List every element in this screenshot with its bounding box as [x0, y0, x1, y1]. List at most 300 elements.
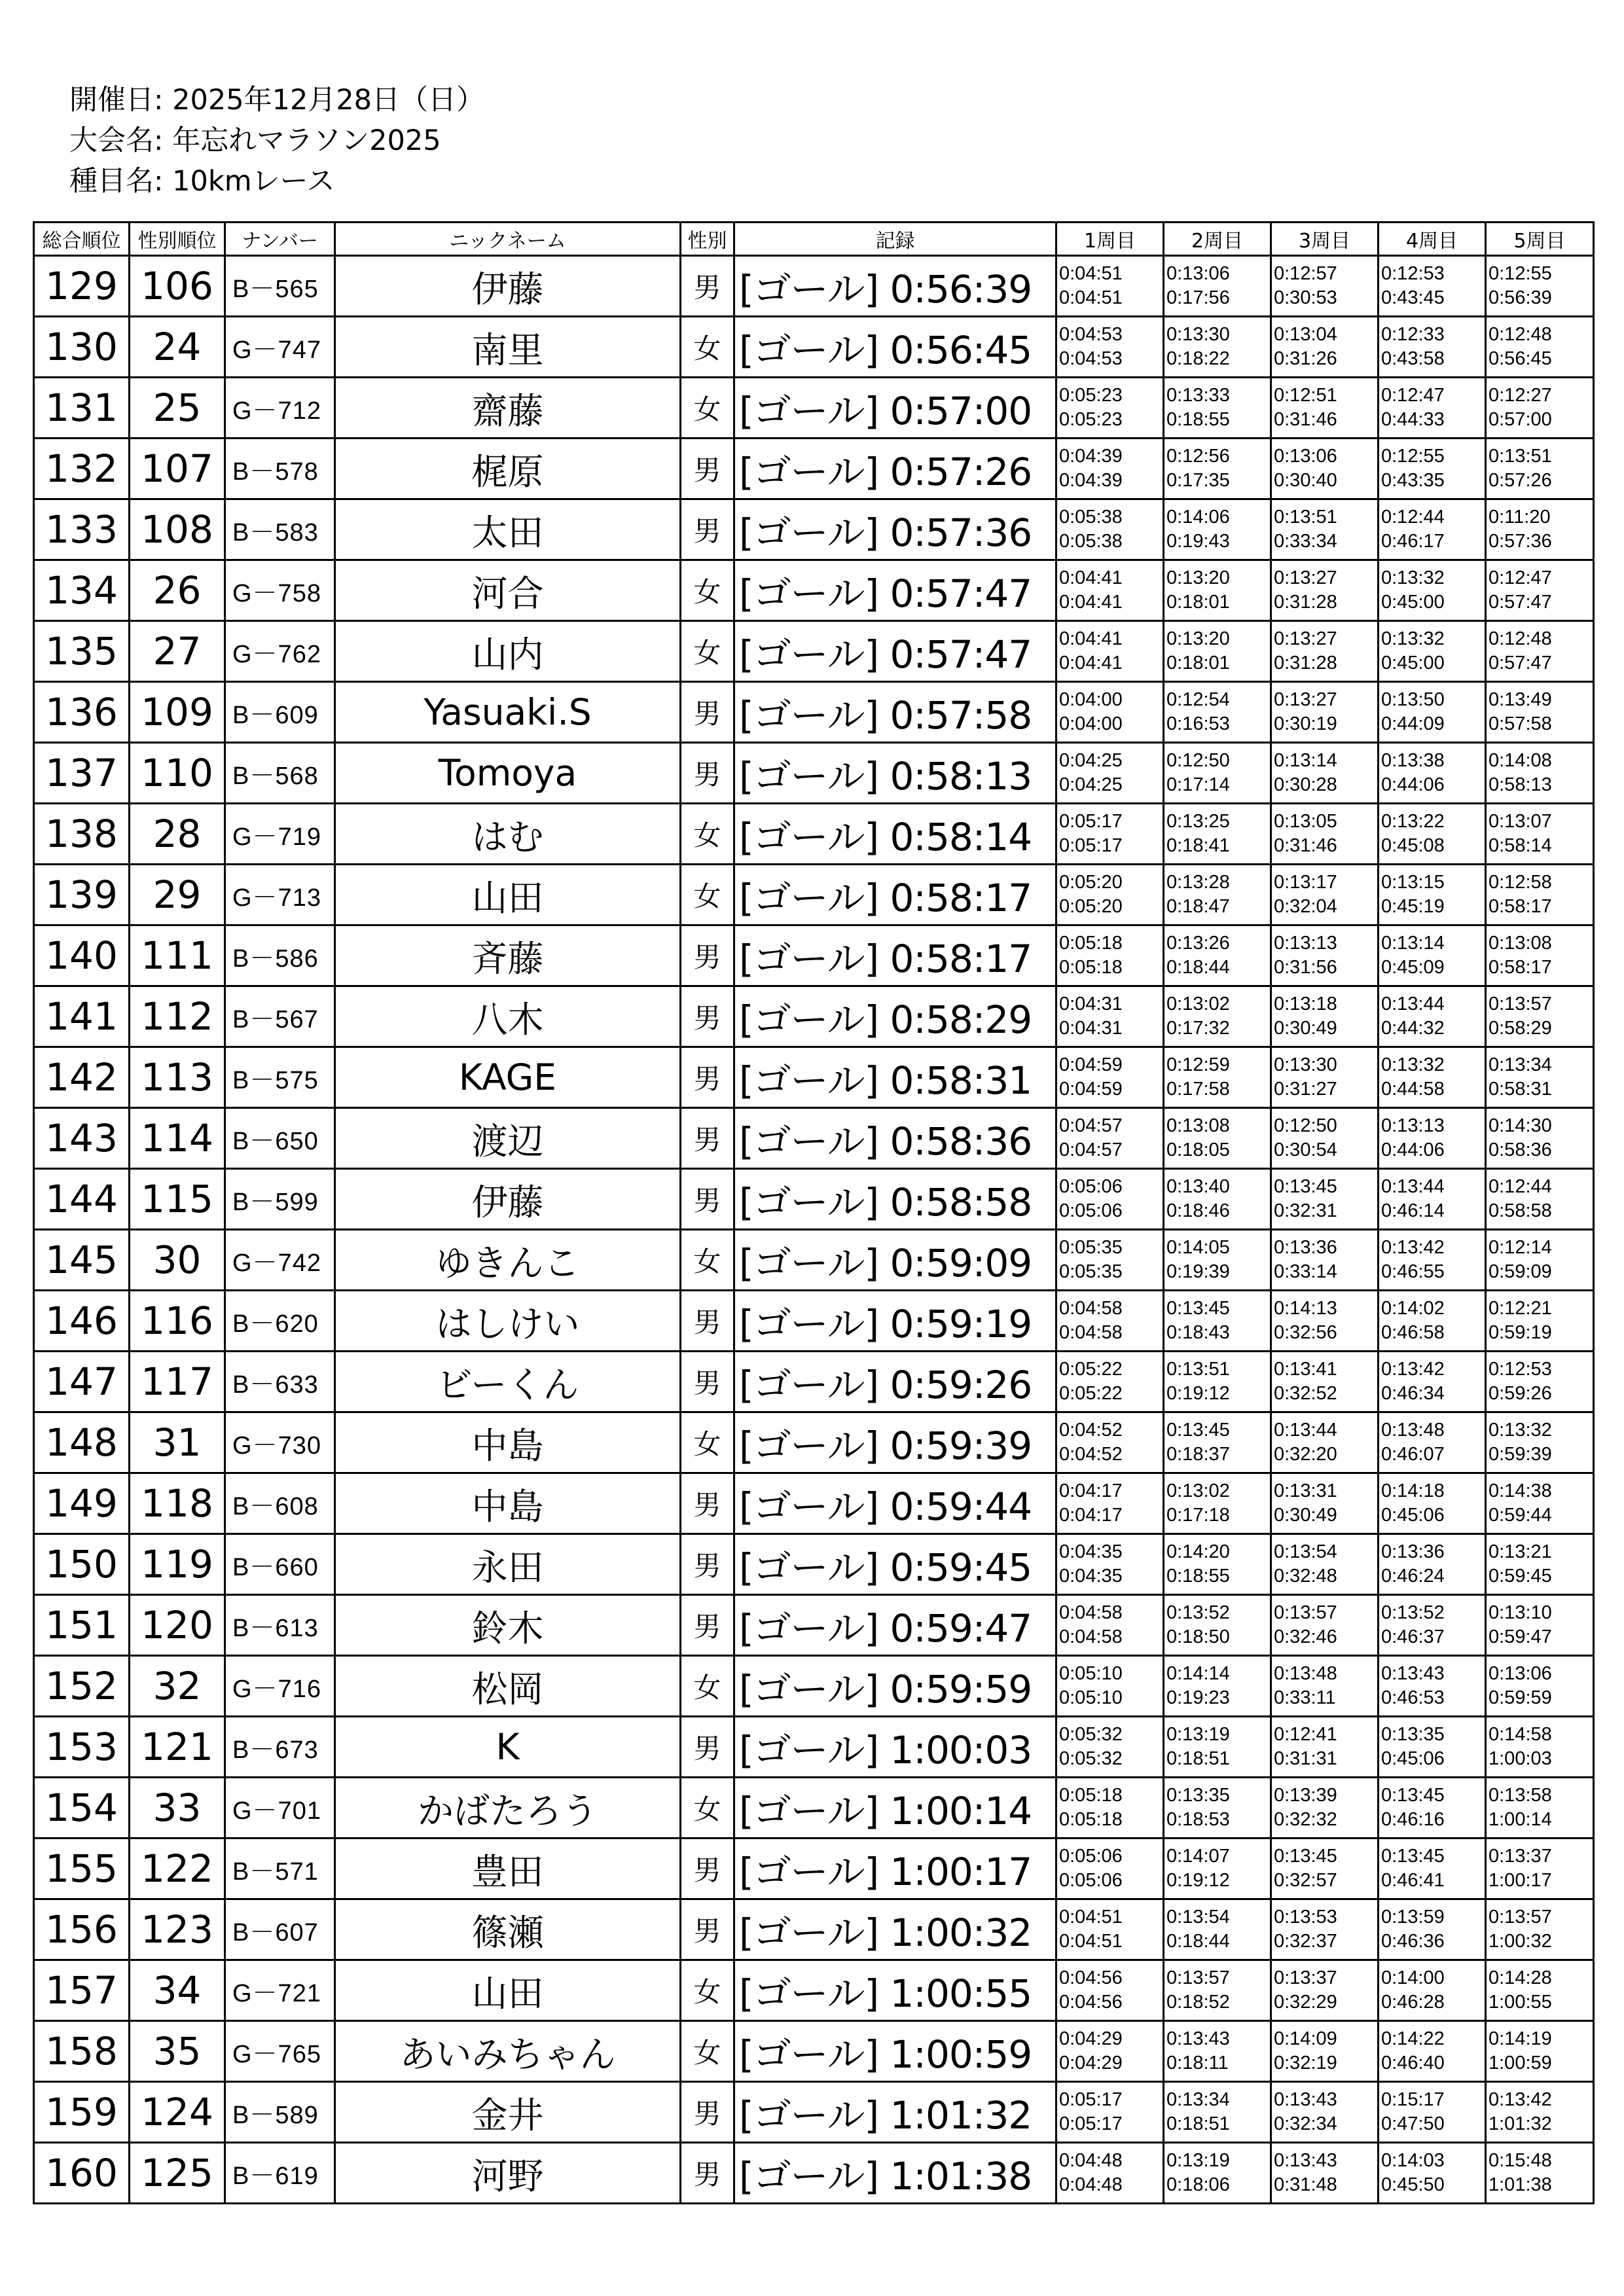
bib-number-cell: G－712 — [225, 378, 335, 439]
event-name: 大会名: 年忘れマラソン2025 — [69, 124, 441, 157]
lap-cell — [1379, 1778, 1486, 1839]
overall-rank-cell: 146 — [34, 1291, 130, 1352]
lap-cell — [1271, 621, 1379, 682]
nickname-cell: 伊藤 — [335, 256, 681, 317]
gender-cell: 男 — [681, 2143, 734, 2204]
gender-rank-cell: 32 — [130, 1656, 225, 1717]
lap-cell — [1271, 1230, 1379, 1291]
cumulative-time: 0:18:53 — [1166, 1809, 1230, 1830]
record-cell: [ゴール] 0:57:00 — [734, 378, 1056, 439]
cumulative-time: 0:32:34 — [1274, 2113, 1337, 2134]
split-time: 0:05:38 — [1059, 507, 1123, 528]
cumulative-time: 0:30:49 — [1274, 1018, 1337, 1039]
cumulative-time: 0:31:48 — [1274, 2174, 1337, 2195]
lap-cell — [1379, 865, 1486, 925]
gender-rank-cell: 35 — [130, 2021, 225, 2082]
nickname-cell: 齋藤 — [335, 378, 681, 439]
gender-cell: 男 — [681, 1473, 734, 1534]
split-time: 0:13:02 — [1166, 994, 1230, 1014]
split-time: 0:12:50 — [1274, 1115, 1337, 1136]
cumulative-time: 0:18:37 — [1166, 1444, 1230, 1465]
event-date: 開催日: 2025年12月28日（日） — [69, 84, 485, 117]
cumulative-time: 0:59:19 — [1489, 1322, 1552, 1343]
split-time: 0:13:59 — [1381, 1907, 1445, 1928]
column-header-bib-number: ナンバー — [225, 223, 335, 256]
split-time: 0:13:08 — [1489, 933, 1552, 954]
record-cell: [ゴール] 0:58:36 — [734, 1108, 1056, 1169]
lap-cell — [1271, 804, 1379, 865]
split-time: 0:13:44 — [1381, 1176, 1445, 1197]
lap-cell — [1164, 1230, 1271, 1291]
split-time: 0:13:26 — [1166, 933, 1230, 954]
lap-cell — [1486, 1473, 1594, 1534]
bib-number-cell: B－650 — [225, 1108, 335, 1169]
split-time: 0:13:15 — [1381, 872, 1445, 893]
split-time: 0:13:36 — [1381, 1541, 1445, 1562]
cumulative-time: 0:43:35 — [1381, 470, 1445, 491]
lap-cell — [1056, 1960, 1164, 2021]
split-time: 0:05:06 — [1059, 1846, 1123, 1867]
split-time: 0:13:45 — [1274, 1176, 1337, 1197]
table-row — [34, 1108, 1594, 1169]
overall-rank-cell: 134 — [34, 560, 130, 621]
split-time: 0:14:22 — [1381, 2028, 1445, 2049]
overall-rank-cell: 141 — [34, 986, 130, 1047]
nickname-cell: あいみちゃん — [335, 2021, 681, 2082]
lap-cell — [1056, 925, 1164, 986]
split-time: 0:04:48 — [1059, 2150, 1123, 2171]
overall-rank-cell: 144 — [34, 1169, 130, 1230]
split-time: 0:04:57 — [1059, 1115, 1123, 1136]
split-time: 0:04:58 — [1059, 1602, 1123, 1623]
cumulative-time: 0:45:06 — [1381, 1505, 1445, 1526]
table-row — [34, 2021, 1594, 2082]
split-time: 0:13:42 — [1381, 1237, 1445, 1258]
split-time: 0:13:18 — [1274, 994, 1337, 1014]
split-time: 0:04:52 — [1059, 1420, 1123, 1441]
lap-cell — [1164, 1108, 1271, 1169]
gender-rank-cell: 24 — [130, 317, 225, 378]
split-time: 0:12:41 — [1274, 1724, 1337, 1745]
lap-cell — [1056, 2082, 1164, 2143]
split-time: 0:13:43 — [1274, 2150, 1337, 2171]
nickname-cell: 松岡 — [335, 1656, 681, 1717]
split-time: 0:14:19 — [1489, 2028, 1552, 2049]
split-time: 0:04:41 — [1059, 567, 1123, 588]
overall-rank-cell: 153 — [34, 1717, 130, 1778]
lap-cell — [1164, 865, 1271, 925]
cumulative-time: 0:32:29 — [1274, 1992, 1337, 2013]
lap-cell — [1056, 1534, 1164, 1595]
split-time: 0:12:55 — [1489, 263, 1552, 284]
gender-cell: 男 — [681, 499, 734, 560]
cumulative-time: 0:18:05 — [1166, 1139, 1230, 1160]
nickname-cell: 山田 — [335, 865, 681, 925]
lap-cell — [1379, 1839, 1486, 1899]
split-time: 0:12:51 — [1274, 385, 1337, 406]
cumulative-time: 0:33:14 — [1274, 1261, 1337, 1282]
overall-rank-cell: 154 — [34, 1778, 130, 1839]
cumulative-time: 0:05:18 — [1059, 957, 1123, 978]
bib-number-cell: B－613 — [225, 1595, 335, 1656]
nickname-cell: はむ — [335, 804, 681, 865]
cumulative-time: 0:30:49 — [1274, 1505, 1337, 1526]
lap-cell — [1056, 621, 1164, 682]
split-time: 0:05:18 — [1059, 1785, 1123, 1806]
lap-cell — [1271, 1778, 1379, 1839]
overall-rank-cell: 145 — [34, 1230, 130, 1291]
nickname-cell: 太田 — [335, 499, 681, 560]
lap-cell — [1056, 2143, 1164, 2204]
split-time: 0:04:25 — [1059, 750, 1123, 771]
cumulative-time: 0:59:39 — [1489, 1444, 1552, 1465]
nickname-cell: 渡辺 — [335, 1108, 681, 1169]
cumulative-time: 0:18:44 — [1166, 957, 1230, 978]
split-time: 0:13:37 — [1489, 1846, 1552, 1867]
split-time: 0:14:07 — [1166, 1846, 1230, 1867]
nickname-cell: K — [335, 1717, 681, 1778]
split-time: 0:12:27 — [1489, 385, 1552, 406]
split-time: 0:12:54 — [1166, 689, 1230, 710]
gender-cell: 男 — [681, 1534, 734, 1595]
split-time: 0:13:40 — [1166, 1176, 1230, 1197]
split-time: 0:13:38 — [1381, 750, 1445, 771]
bib-number-cell: B－673 — [225, 1717, 335, 1778]
column-header-lap1: 1周目 — [1056, 223, 1164, 256]
cumulative-time: 0:46:16 — [1381, 1809, 1445, 1830]
lap-cell — [1271, 1656, 1379, 1717]
lap-cell — [1486, 1230, 1594, 1291]
cumulative-time: 0:46:28 — [1381, 1992, 1445, 2013]
table-row — [34, 1534, 1594, 1595]
gender-cell: 女 — [681, 1778, 734, 1839]
record-cell: [ゴール] 0:58:58 — [734, 1169, 1056, 1230]
cumulative-time: 0:58:14 — [1489, 835, 1552, 856]
table-row — [34, 1412, 1594, 1473]
table-row — [34, 1047, 1594, 1108]
lap-cell — [1379, 1960, 1486, 2021]
split-time: 0:13:21 — [1489, 1541, 1552, 1562]
gender-rank-cell: 109 — [130, 682, 225, 743]
split-time: 0:12:44 — [1381, 507, 1445, 528]
table-row — [34, 1595, 1594, 1656]
nickname-cell: ビーくん — [335, 1352, 681, 1412]
lap-cell — [1486, 682, 1594, 743]
gender-rank-cell: 31 — [130, 1412, 225, 1473]
split-time: 0:13:30 — [1274, 1054, 1337, 1075]
overall-rank-cell: 152 — [34, 1656, 130, 1717]
cumulative-time: 0:04:39 — [1059, 470, 1123, 491]
split-time: 0:12:21 — [1489, 1298, 1552, 1319]
column-header-nickname: ニックネーム — [335, 223, 681, 256]
split-time: 0:13:14 — [1274, 750, 1337, 771]
lap-cell — [1271, 560, 1379, 621]
lap-cell — [1379, 1352, 1486, 1412]
split-time: 0:13:57 — [1489, 1907, 1552, 1928]
split-time: 0:13:06 — [1489, 1663, 1552, 1684]
lap-cell — [1164, 560, 1271, 621]
lap-cell — [1379, 317, 1486, 378]
table-row — [34, 1473, 1594, 1534]
lap-cell — [1271, 1352, 1379, 1412]
cumulative-time: 0:57:36 — [1489, 531, 1552, 552]
lap-cell — [1164, 743, 1271, 804]
cumulative-time: 0:57:26 — [1489, 470, 1552, 491]
split-time: 0:13:08 — [1166, 1115, 1230, 1136]
cumulative-time: 0:58:17 — [1489, 896, 1552, 917]
nickname-cell: 伊藤 — [335, 1169, 681, 1230]
bib-number-cell: B－578 — [225, 439, 335, 499]
cumulative-time: 0:32:04 — [1274, 896, 1337, 917]
cumulative-time: 0:04:25 — [1059, 774, 1123, 795]
lap-cell — [1164, 2021, 1271, 2082]
split-time: 0:13:22 — [1381, 811, 1445, 832]
cumulative-time: 0:04:31 — [1059, 1018, 1123, 1039]
record-cell: [ゴール] 0:59:26 — [734, 1352, 1056, 1412]
split-time: 0:13:28 — [1166, 872, 1230, 893]
cumulative-time: 0:18:50 — [1166, 1626, 1230, 1647]
overall-rank-cell: 156 — [34, 1899, 130, 1960]
split-time: 0:05:22 — [1059, 1359, 1123, 1380]
lap-cell — [1486, 986, 1594, 1047]
lap-cell — [1056, 1412, 1164, 1473]
overall-rank-cell: 129 — [34, 256, 130, 317]
cumulative-time: 0:45:06 — [1381, 1748, 1445, 1769]
cumulative-time: 0:05:17 — [1059, 2113, 1123, 2134]
gender-cell: 男 — [681, 1108, 734, 1169]
lap-cell — [1271, 1717, 1379, 1778]
cumulative-time: 0:33:11 — [1274, 1687, 1336, 1708]
cumulative-time: 0:58:36 — [1489, 1139, 1552, 1160]
cumulative-time: 0:57:58 — [1489, 713, 1552, 734]
cumulative-time: 0:18:51 — [1166, 1748, 1230, 1769]
cumulative-time: 0:46:07 — [1381, 1444, 1445, 1465]
lap-cell — [1379, 1656, 1486, 1717]
bib-number-cell: B－599 — [225, 1169, 335, 1230]
gender-rank-cell: 115 — [130, 1169, 225, 1230]
gender-rank-cell: 30 — [130, 1230, 225, 1291]
cumulative-time: 0:05:17 — [1059, 835, 1123, 856]
bib-number-cell: B－607 — [225, 1899, 335, 1960]
gender-rank-cell: 125 — [130, 2143, 225, 2204]
split-time: 0:13:58 — [1489, 1785, 1552, 1806]
split-time: 0:05:32 — [1059, 1724, 1123, 1745]
gender-cell: 女 — [681, 621, 734, 682]
cumulative-time: 0:18:55 — [1166, 409, 1230, 430]
split-time: 0:04:41 — [1059, 628, 1123, 649]
cumulative-time: 0:18:41 — [1166, 835, 1230, 856]
split-time: 0:12:33 — [1381, 324, 1445, 345]
cumulative-time: 0:57:00 — [1489, 409, 1552, 430]
cumulative-time: 0:46:53 — [1381, 1687, 1445, 1708]
split-time: 0:05:17 — [1059, 2089, 1123, 2110]
lap-cell — [1271, 743, 1379, 804]
gender-cell: 男 — [681, 1047, 734, 1108]
overall-rank-cell: 131 — [34, 378, 130, 439]
overall-rank-cell: 147 — [34, 1352, 130, 1412]
lap-cell — [1271, 1291, 1379, 1352]
cumulative-time: 0:05:23 — [1059, 409, 1123, 430]
table-row — [34, 804, 1594, 865]
nickname-cell: はしけい — [335, 1291, 681, 1352]
overall-rank-cell: 136 — [34, 682, 130, 743]
lap-cell — [1056, 439, 1164, 499]
cumulative-time: 0:18:52 — [1166, 1992, 1230, 2013]
gender-cell: 女 — [681, 1230, 734, 1291]
gender-rank-cell: 119 — [130, 1534, 225, 1595]
lap-cell — [1271, 1960, 1379, 2021]
record-cell: [ゴール] 1:00:55 — [734, 1960, 1056, 2021]
cumulative-time: 0:46:55 — [1381, 1261, 1445, 1282]
gender-cell: 男 — [681, 1717, 734, 1778]
cumulative-time: 0:18:46 — [1166, 1200, 1230, 1221]
cumulative-time: 0:44:09 — [1381, 713, 1445, 734]
split-time: 0:13:34 — [1489, 1054, 1552, 1075]
bib-number-cell: B－571 — [225, 1839, 335, 1899]
column-header-lap3: 3周目 — [1271, 223, 1379, 256]
lap-cell — [1056, 560, 1164, 621]
cumulative-time: 0:32:48 — [1274, 1566, 1337, 1587]
split-time: 0:12:47 — [1381, 385, 1445, 406]
lap-cell — [1379, 1717, 1486, 1778]
cumulative-time: 0:46:14 — [1381, 1200, 1445, 1221]
cumulative-time: 0:04:59 — [1059, 1079, 1123, 1100]
lap-cell — [1164, 439, 1271, 499]
split-time: 0:14:20 — [1166, 1541, 1230, 1562]
lap-cell — [1164, 1473, 1271, 1534]
split-time: 0:13:25 — [1166, 811, 1230, 832]
bib-number-cell: G－742 — [225, 1230, 335, 1291]
gender-rank-cell: 26 — [130, 560, 225, 621]
cumulative-time: 0:31:46 — [1274, 409, 1337, 430]
lap-cell — [1486, 2143, 1594, 2204]
cumulative-time: 0:04:00 — [1059, 713, 1123, 734]
bib-number-cell: B－608 — [225, 1473, 335, 1534]
lap-cell — [1486, 1108, 1594, 1169]
lap-cell — [1271, 1473, 1379, 1534]
gender-cell: 女 — [681, 865, 734, 925]
lap-cell — [1164, 499, 1271, 560]
nickname-cell: 中島 — [335, 1412, 681, 1473]
table-header-row — [34, 223, 1594, 256]
cumulative-time: 0:32:20 — [1274, 1444, 1337, 1465]
lap-cell — [1379, 1169, 1486, 1230]
lap-cell — [1379, 1473, 1486, 1534]
lap-cell — [1056, 2021, 1164, 2082]
cumulative-time: 0:04:41 — [1059, 592, 1123, 613]
table-row — [34, 1899, 1594, 1960]
nickname-cell: かばたろう — [335, 1778, 681, 1839]
cumulative-time: 0:04:52 — [1059, 1444, 1123, 1465]
event-category: 種目名: 10kmレース — [69, 165, 335, 198]
nickname-cell: 河合 — [335, 560, 681, 621]
split-time: 0:04:35 — [1059, 1541, 1123, 1562]
lap-cell — [1379, 378, 1486, 439]
split-time: 0:13:06 — [1166, 263, 1230, 284]
cumulative-time: 0:18:55 — [1166, 1566, 1230, 1587]
gender-cell: 男 — [681, 2082, 734, 2143]
gender-cell: 男 — [681, 925, 734, 986]
lap-cell — [1486, 1960, 1594, 2021]
cumulative-time: 1:00:55 — [1489, 1992, 1552, 2013]
gender-rank-cell: 112 — [130, 986, 225, 1047]
cumulative-time: 0:44:06 — [1381, 1139, 1445, 1160]
cumulative-time: 0:04:58 — [1059, 1626, 1123, 1647]
split-time: 0:13:05 — [1274, 811, 1337, 832]
split-time: 0:14:58 — [1489, 1724, 1552, 1745]
cumulative-time: 0:31:28 — [1274, 653, 1337, 673]
table-row — [34, 1656, 1594, 1717]
overall-rank-cell: 157 — [34, 1960, 130, 2021]
split-time: 0:13:27 — [1274, 628, 1337, 649]
lap-cell — [1379, 2082, 1486, 2143]
bib-number-cell: G－701 — [225, 1778, 335, 1839]
lap-cell — [1486, 1899, 1594, 1960]
cumulative-time: 0:05:38 — [1059, 531, 1123, 552]
gender-rank-cell: 107 — [130, 439, 225, 499]
cumulative-time: 0:18:44 — [1166, 1931, 1230, 1952]
gender-rank-cell: 33 — [130, 1778, 225, 1839]
split-time: 0:13:32 — [1381, 628, 1445, 649]
bib-number-cell: B－565 — [225, 256, 335, 317]
split-time: 0:13:43 — [1274, 2089, 1337, 2110]
split-time: 0:13:48 — [1381, 1420, 1445, 1441]
gender-cell: 男 — [681, 1169, 734, 1230]
record-cell: [ゴール] 0:59:47 — [734, 1595, 1056, 1656]
cumulative-time: 1:01:32 — [1489, 2113, 1552, 2134]
lap-cell — [1486, 378, 1594, 439]
split-time: 0:04:51 — [1059, 263, 1123, 284]
nickname-cell: 梶原 — [335, 439, 681, 499]
cumulative-time: 0:47:50 — [1381, 2113, 1445, 2134]
split-time: 0:04:17 — [1059, 1480, 1123, 1501]
split-time: 0:14:18 — [1381, 1480, 1445, 1501]
split-time: 0:14:38 — [1489, 1480, 1552, 1501]
cumulative-time: 1:01:38 — [1489, 2174, 1552, 2195]
lap-cell — [1164, 2143, 1271, 2204]
split-time: 0:05:10 — [1059, 1663, 1123, 1684]
gender-cell: 男 — [681, 256, 734, 317]
cumulative-time: 0:45:00 — [1381, 592, 1445, 613]
cumulative-time: 0:57:47 — [1489, 653, 1552, 673]
lap-cell — [1164, 1778, 1271, 1839]
table-row — [34, 865, 1594, 925]
lap-cell — [1164, 621, 1271, 682]
cumulative-time: 0:05:18 — [1059, 1809, 1123, 1830]
record-cell: [ゴール] 0:56:45 — [734, 317, 1056, 378]
cumulative-time: 0:59:26 — [1489, 1383, 1552, 1404]
split-time: 0:12:14 — [1489, 1237, 1552, 1258]
split-time: 0:12:44 — [1489, 1176, 1552, 1197]
cumulative-time: 0:46:24 — [1381, 1566, 1445, 1587]
split-time: 0:13:57 — [1166, 1967, 1230, 1988]
record-cell: [ゴール] 0:57:36 — [734, 499, 1056, 560]
cumulative-time: 0:19:12 — [1166, 1870, 1230, 1891]
nickname-cell: 篠瀬 — [335, 1899, 681, 1960]
nickname-cell: 豊田 — [335, 1839, 681, 1899]
split-time: 0:14:14 — [1166, 1663, 1230, 1684]
split-time: 0:15:48 — [1489, 2150, 1552, 2171]
lap-cell — [1486, 1778, 1594, 1839]
split-time: 0:04:59 — [1059, 1054, 1123, 1075]
gender-cell: 男 — [681, 986, 734, 1047]
gender-cell: 男 — [681, 1839, 734, 1899]
lap-cell — [1164, 1656, 1271, 1717]
split-time: 0:12:58 — [1489, 872, 1552, 893]
split-time: 0:04:39 — [1059, 446, 1123, 467]
lap-cell — [1056, 865, 1164, 925]
record-cell: [ゴール] 0:59:45 — [734, 1534, 1056, 1595]
